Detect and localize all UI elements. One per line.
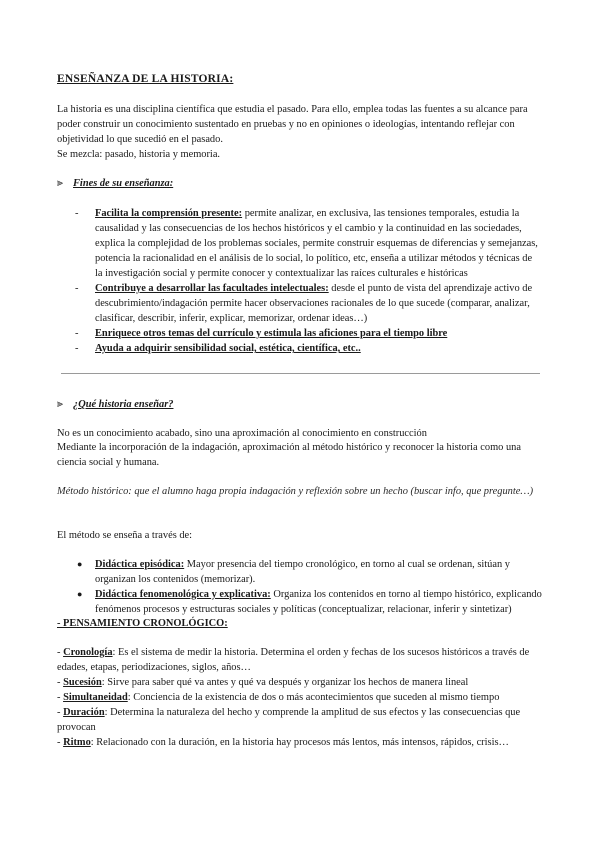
list-item (57, 675, 542, 690)
item-text: : Relacionado con la duración, en la historia hay procesos más lentos, más intensos, rápidos, crisis… (90, 737, 509, 748)
metodo-historico-note: Método histórico: que el alumno haga propia indagación y reflexión sobre un hecho (buscar info, que pregunte…) (57, 486, 534, 497)
item-dash: - (57, 692, 64, 703)
item-text: desde el punto de vista del aprendizaje activo de descubrimiento/indagación permite hacer observaciones racionales de lo que sucede (comparar, analizar, clasificar, describir, inferir, explicar, memorizar, ordenar ideas…) (95, 283, 533, 324)
didactica-list (57, 557, 542, 617)
item-term: Cronología (63, 647, 113, 658)
double-arrow-icon: ⫸ (57, 178, 63, 189)
fines-list (57, 206, 542, 356)
list-item (57, 690, 542, 705)
bullet-icon: ● (77, 589, 83, 599)
list-item (57, 735, 542, 750)
metodo-ensena-line: El método se enseña a través de: (57, 530, 193, 541)
list-item (57, 557, 542, 587)
item-bold: Enriquece otros temas del currículo y estimula las aficiones para el tiempo libre (95, 328, 448, 339)
item-term: Sucesión (63, 677, 102, 688)
item-text: : Es el sistema de medir la historia. Determina el orden y fechas de los sucesos históricos a través de edades, etapas, periodizaciones, siglos, años… (57, 647, 530, 673)
item-text: : Sirve para saber qué va antes y qué va después y organizar los hechos de manera lineal (101, 677, 469, 688)
pensamiento-heading: - PENSAMIENTO CRONOLÓGICO: (57, 618, 228, 629)
bullet-icon: ● (77, 559, 83, 569)
fines-heading (57, 176, 542, 191)
que-historia-heading (57, 397, 542, 412)
list-item (57, 587, 542, 617)
pensamiento-list (57, 645, 542, 750)
document-title: ENSEÑANZA DE LA HISTORIA: (57, 73, 234, 85)
que-historia-line2: Mediante la incorporación de la indagación, aproximación al método histórico y reconocer la historia como una ciencia social y humana. (57, 442, 521, 468)
item-text: permite analizar, en exclusiva, las tensiones temporales, estudia la causalidad y las consecuencias de los hechos históricos y el cambio y la continuidad en las sociedades, explica la complejidad de los problemas sociales, permite construir esquemas de diferencias y semejanzas, potencia la racionalidad en el análisis de lo social, lo político, etc, enseña a utilizar métodos y técnicas de la investigación social y permite conocer y contextualizar las raíces culturales e históricas (95, 208, 538, 279)
section-divider (61, 373, 540, 374)
item-term: Simultaneidad (63, 692, 128, 703)
fines-heading-label: Fines de su enseñanza: (73, 178, 174, 189)
item-bold: Didáctica fenomenológica y explicativa: (95, 589, 271, 600)
item-text: : Conciencia de la existencia de dos o más acontecimientos que suceden al mismo tiempo (127, 692, 500, 703)
double-arrow-icon: ⫸ (57, 399, 63, 410)
que-historia-line1: No es un conocimiento acabado, sino una aproximación al conocimiento en construcción (57, 428, 427, 439)
item-bold: Facilita la comprensión presente: (95, 208, 243, 219)
list-item: - Facilita la comprensión presente: permite analizar, en exclusiva, las tensiones temporales, estudia la causalidad y las consecuencias de los hechos históricos y el cambio y la continuidad en las sociedades, explica la complejidad de los problemas sociales, permite construir esquemas de diferencias y semejanzas, potencia la racionalidad en el análisis de lo social, lo político, etc, enseña a utilizar métodos y técnicas de la investigación social y permite conocer y contextualizar las raíces culturales e históricas (75, 208, 538, 279)
list-item (57, 645, 542, 675)
list-item: - Ayuda a adquirir sensibilidad social, estética, científica, etc.. (75, 343, 361, 354)
item-bold: Ayuda a adquirir sensibilidad social, estética, científica, etc.. (95, 343, 361, 354)
item-bold: Contribuye a desarrollar las facultades intelectuales: (95, 283, 329, 294)
list-item: - Enriquece otros temas del currículo y estimula las aficiones para el tiempo libre (75, 328, 448, 339)
item-text: : Determina la naturaleza del hecho y comprende la amplitud de sus efectos y las consecuencias que provocan (57, 707, 521, 733)
item-term: Ritmo (63, 737, 91, 748)
item-text: Organiza los contenidos en torno al tiempo histórico, explicando fenómenos procesos y estructuras sociales y políticas (conceptualizar, relacionar, inferir y sintetizar) (95, 589, 542, 615)
item-term: Duración (63, 707, 105, 718)
item-dash: - (57, 677, 64, 688)
item-dash: - (57, 737, 64, 748)
item-dash: - (57, 707, 64, 718)
item-dash: - (57, 647, 64, 658)
item-bold: Didáctica episódica: (95, 559, 185, 570)
item-text: Mayor presencia del tiempo cronológico, en torno al cual se ordenan, sitúan y organizan los contenidos (memorizar). (95, 559, 510, 585)
intro-line: Se mezcla: pasado, historia y memoria. (57, 149, 221, 160)
list-item: - Contribuye a desarrollar las facultades intelectuales: desde el punto de vista del aprendizaje activo de descubrimiento/indagación permite hacer observaciones racionales de lo que sucede (comparar, analizar, clasificar, describir, inferir, explicar, memorizar, ordenar ideas…) (75, 283, 533, 324)
list-item (57, 705, 542, 735)
intro-paragraph: La historia es una disciplina científica que estudia el pasado. Para ello, emplea todas las fuentes a su alcance para poder construir un conocimiento sustentado en pruebas y no en opiniones o ideologías, intentando reflejar con objetividad lo que sucedió en el pasado. (57, 104, 528, 145)
que-historia-heading-label: ¿Qué historia enseñar? (73, 399, 174, 410)
